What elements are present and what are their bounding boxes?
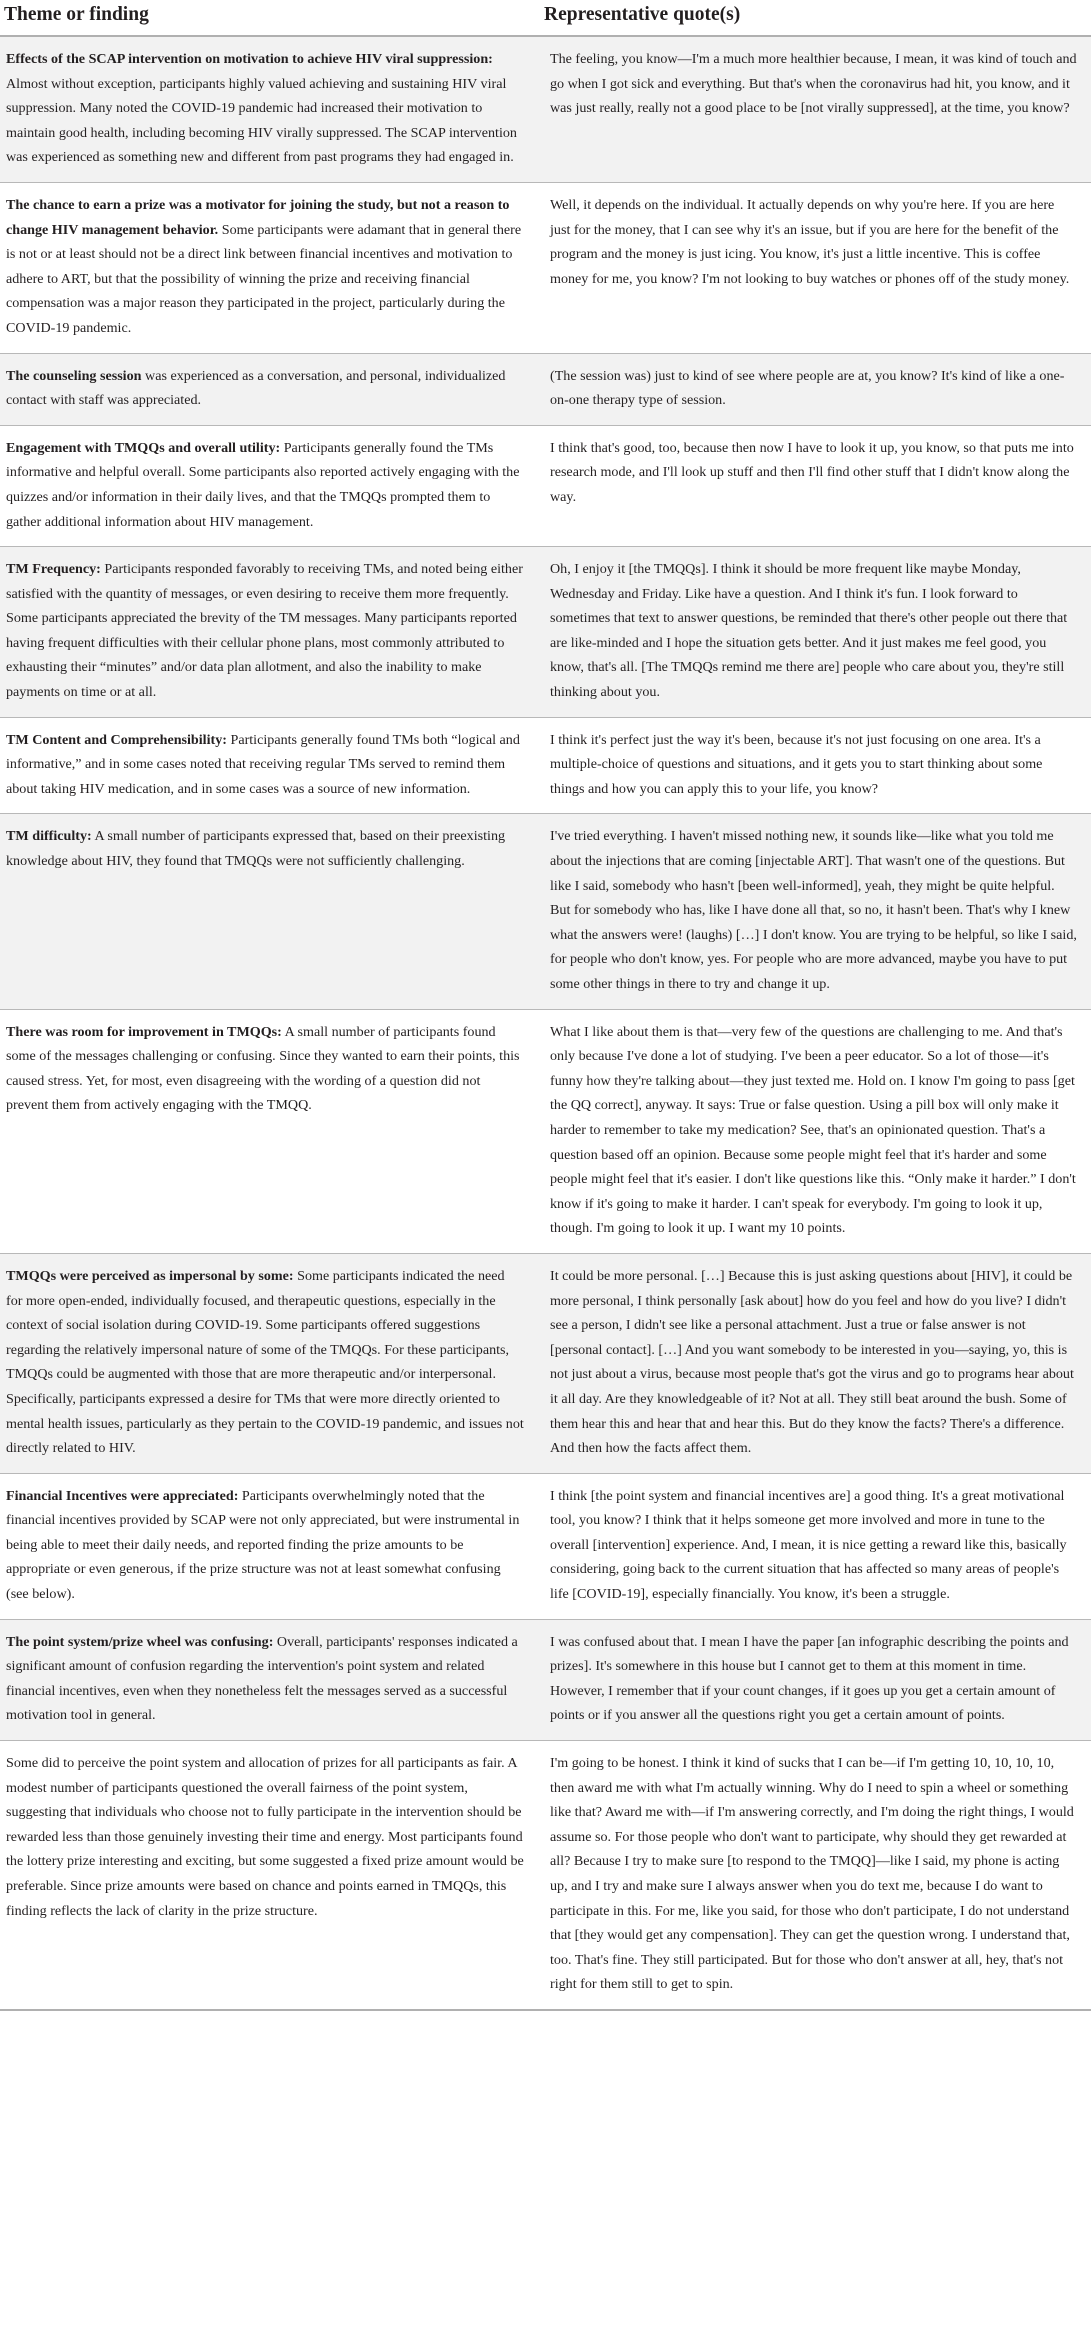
quote-text: I'm going to be honest. I think it kind of sucks that I can be—if I'm getting 10, 10, 10, 10, then award me with what I'm actually winning. Why do I need to spin a wheel or something like that? Award me with—if I'm answering correctly, and I'm doing the right things, I would assume so. For those people who don't want to participate, why should they get rewarded at all? Because I try to make sure [to respond to the TMQQ]—like I said, my phone is acting up, and I try and make sure I always answer when you do text me, because I do want to participate in this. For me, like you said, for those who don't participate, I do not understand that [they would get any compensation]. They can get the question wrong. I understand that, too. That's fine. They still participated. But for those who don't answer at all, hey, that's not right for them still to get to spin.	[550, 1755, 1074, 1993]
theme-text: Some participants indicated the need for more open-ended, individually focused, and therapeutic questions, especially in the context of social isolation during COVID-19. Some participants offered suggestions regarding the relatively impersonal nature of some of the TMQQs. For these participants, TMQQs could be augmented with those that are more therapeutic and/or interpersonal. Specifically, participants expressed a desire for TMs that were more directly oriented to mental health issues, particularly as they pertain to the COVID-19 pandemic, and issues not directly related to HIV.	[6, 1267, 524, 1457]
theme-cell	[0, 182, 540, 353]
theme-cell	[0, 1619, 540, 1740]
quote-text: I think that's good, too, because then now I have to look it up, you know, so that puts me into research mode, and I'll look up stuff and then I'll find other stuff that I didn't know along the way.	[550, 439, 1074, 505]
theme-text: Some did to perceive the point system and allocation of prizes for all participants as fair. A modest number of participants questioned the overall fairness of the point system, suggesting that individuals who choose not to fully participate in the intervention should be rewarded less than those genuinely investing their time and energy. Most participants found the lottery prize interesting and exciting, but some suggested a fixed prize amount would be preferable. Since prize amounts were based on chance and points earned in TMQQs, this finding reflects the lack of clarity in the prize structure.	[6, 1755, 524, 1919]
quote-cell	[540, 717, 1091, 814]
theme-cell	[0, 36, 540, 182]
quote-text: What I like about them is that—very few of the questions are challenging to me. And that's only because I've done a lot of studying. I've been a peer educator. So a lot of those—it's funny how they're talking about—they just texted me. Hold on. I know I'm going to pass [get the QQ correct], anyway. It says: True or false question. Using a pill box will only make it harder to remember to take my medication? See, that's an opinionated question. That's a question based off an opinion. Because some people might feel that it's harder and some people might feel that it's easier. I don't like questions like this. “Only make it harder.” I don't know if it's going to make it harder. I can't speak for everybody. I'm going to look it up, though. I'm going to look it up. I want my 10 points.	[550, 1023, 1076, 1237]
table-row	[0, 1009, 1091, 1253]
table-row	[0, 353, 1091, 425]
theme-cell	[0, 814, 540, 1009]
table-row	[0, 182, 1091, 353]
table-body	[0, 36, 1091, 2010]
quote-text: Well, it depends on the individual. It actually depends on why you're here. If you are here just for the money, that I can see why it's an issue, but if you are here for the benefit of the program and the money is just icing. You know, it's just a little incentive. This is coffee money for me, you know? I'm not looking to buy watches or phones off of the study money.	[550, 196, 1070, 287]
quote-cell	[540, 1009, 1091, 1253]
theme-text: was experienced as a conversation, and personal, individualized contact with staff was appreciated.	[6, 367, 506, 409]
quote-text: (The session was) just to kind of see where people are at, you know? It's kind of like a one-on-one therapy type of session.	[550, 367, 1065, 409]
theme-text: Some participants were adamant that in general there is not or at least should not be a direct link between financial incentives and motivation to adhere to ART, but that the possibility of winning the prize and receiving financial compensation was a major reason they participated in the project, particularly during the COVID-19 pandemic.	[6, 221, 522, 336]
theme-cell	[0, 547, 540, 718]
theme-text: Overall, participants' responses indicated a significant amount of confusion regarding the intervention's point system and related financial incentives, even when they nonetheless felt the messages served as a successful motivation tool in general.	[6, 1633, 518, 1724]
quote-text: I was confused about that. I mean I have the paper [an infographic describing the points and prizes]. It's somewhere in this house but I cannot get to them at this moment in time. However, I remember that if your count changes, if it goes up you get a certain amount of points or if you answer all the questions right you get a certain amount of points.	[550, 1633, 1069, 1724]
table-row	[0, 547, 1091, 718]
theme-cell	[0, 1253, 540, 1473]
theme-title: There was room for improvement in TMQQs:	[6, 1023, 282, 1040]
theme-title: The chance to earn a prize was a motivator for joining the study, but not a reason to change HIV management behavior.	[6, 196, 510, 238]
quote-cell	[540, 425, 1091, 546]
quote-cell	[540, 1741, 1091, 2010]
header-theme: Theme or finding	[0, 0, 540, 36]
theme-title: Financial Incentives were appreciated:	[6, 1487, 239, 1504]
theme-text: A small number of participants expressed that, based on their preexisting knowledge about HIV, they found that TMQQs were not sufficiently challenging.	[6, 828, 506, 870]
theme-title: TMQQs were perceived as impersonal by some:	[6, 1267, 294, 1284]
theme-cell	[0, 1009, 540, 1253]
theme-text: Almost without exception, participants highly valued achieving and sustaining HIV viral suppression. Many noted the COVID-19 pandemic had increased their motivation to maintain good health, including becoming HIV virally suppressed. The SCAP intervention was experienced as something new and different from past programs they had engaged in.	[6, 75, 517, 166]
quote-text: It could be more personal. […] Because this is just asking questions about [HIV], it could be more personal, I think personally [ask about] how do you feel and how do you live? I didn't see a person, I didn't see like a personal attachment. Just a true or false answer is not [personal contact]. […] And you want somebody to be interested in you—saying, yo, this is not just about a virus, because most people that's got the virus and go to programs hear about it all day. Are they knowledgeable of it? Not at all. They still beat around the bush. Some of them hear this and hear that and hear this. But do they know the facts? There's a difference. And then how the facts affect them.	[550, 1267, 1074, 1457]
theme-text: Participants overwhelmingly noted that the financial incentives provided by SCAP were not only appreciated, but were instrumental in being able to meet their daily needs, and reported finding the prize amounts to be appropriate or even generous, if the prize structure was not at least somewhat confusing (see below).	[6, 1487, 520, 1603]
theme-title: The point system/prize wheel was confusing:	[6, 1633, 274, 1650]
quote-cell	[540, 547, 1091, 718]
table-row	[0, 1253, 1091, 1473]
quote-cell	[540, 1253, 1091, 1473]
theme-text: Participants generally found TMs both “logical and informative,” and in some cases noted that receiving regular TMs served to remind them about taking HIV medication, and in some cases was a source of new information.	[6, 731, 520, 797]
theme-cell	[0, 1473, 540, 1619]
theme-cell	[0, 717, 540, 814]
quote-cell	[540, 814, 1091, 1009]
header-row	[0, 0, 1091, 36]
theme-text: Participants generally found the TMs informative and helpful overall. Some participants also reported actively engaging with the quizzes and/or information in their daily lives, and that the TMQQs prompted them to gather additional information about HIV management.	[6, 439, 520, 530]
quote-text: I've tried everything. I haven't missed nothing new, it sounds like—like what you told me about the injections that are coming [injectable ART]. That wasn't one of the questions. But like I said, somebody who hasn't [been well-informed], yeah, they might be quite helpful. But for somebody who has, like I have done all that, so no, it hasn't been. That's why I knew what the answers were! (laughs) […] I don't know. You are trying to be helpful, so like I said, for people who don't know, yes. For people who are more advanced, maybe you have to put some other things in there to try and change it up.	[550, 828, 1077, 992]
theme-text: A small number of participants found some of the messages challenging or confusing. Since they wanted to earn their points, this caused stress. Yet, for most, even disagreeing with the wording of a question did not prevent them from actively engaging with the TMQQ.	[6, 1023, 520, 1114]
table-row	[0, 814, 1091, 1009]
quote-text: I think it's perfect just the way it's been, because it's not just focusing on one area. It's a multiple-choice of questions and situations, and it gets you to start thinking about some things and how you can apply this to your life, you know?	[550, 731, 1043, 797]
theme-title: Engagement with TMQQs and overall utility:	[6, 439, 281, 456]
quote-cell	[540, 1619, 1091, 1740]
table-row	[0, 425, 1091, 546]
theme-title: The counseling session	[6, 367, 142, 384]
theme-title: Effects of the SCAP intervention on motivation to achieve HIV viral suppression:	[6, 51, 493, 67]
table-row	[0, 36, 1091, 182]
quote-cell	[540, 36, 1091, 182]
theme-title: TM difficulty:	[6, 828, 92, 845]
quote-text: The feeling, you know—I'm a much more healthier because, I mean, it was kind of touch and go when I got sick and everything. But that's when the coronavirus had hit, you know, and it was just really, really not a good place to be [not virally suppressed], at the time, you know?	[550, 51, 1077, 117]
table-row	[0, 717, 1091, 814]
table-header	[0, 0, 1091, 36]
table-row	[0, 1619, 1091, 1740]
theme-title: TM Frequency:	[6, 561, 101, 578]
theme-text: Participants responded favorably to receiving TMs, and noted being either satisfied with the quantity of messages, or even desiring to receive them more frequently. Some participants appreciated the brevity of the TM messages. Many participants reported having frequent difficulties with their cellular phone plans, most commonly attributed to exhausting their “minutes” and/or data plan allotment, and also the inability to make payments on time or at all.	[6, 561, 523, 701]
quote-text: Oh, I enjoy it [the TMQQs]. I think it should be more frequent like maybe Monday, Wednesday and Friday. Like have a question. And I think it's fun. I look forward to sometimes that text to answer questions, be reminded that there's other people out there that are like-minded and I hope the situation gets better. And it just makes me feel good, you know, that's all. [The TMQQs remind me there are] people who care about you, they're still thinking about you.	[550, 561, 1068, 701]
table-row	[0, 1473, 1091, 1619]
theme-cell	[0, 425, 540, 546]
quote-text: I think [the point system and financial incentives are] a good thing. It's a great motivational tool, you know? I think that it helps someone get more involved and more in tune to the overall [intervention] experience. And, I mean, it is nice getting a reward like this, basically considering, going back to the current situation that has affected so many areas of people's life [COVID-19], especially financially. You know, it's been a struggle.	[550, 1487, 1067, 1603]
theme-cell	[0, 353, 540, 425]
quote-cell	[540, 1473, 1091, 1619]
header-quotes: Representative quote(s)	[540, 0, 1091, 36]
theme-title: TM Content and Comprehensibility:	[6, 731, 227, 748]
quote-cell	[540, 182, 1091, 353]
table-row	[0, 1741, 1091, 2010]
quote-cell	[540, 353, 1091, 425]
theme-cell	[0, 1741, 540, 2010]
